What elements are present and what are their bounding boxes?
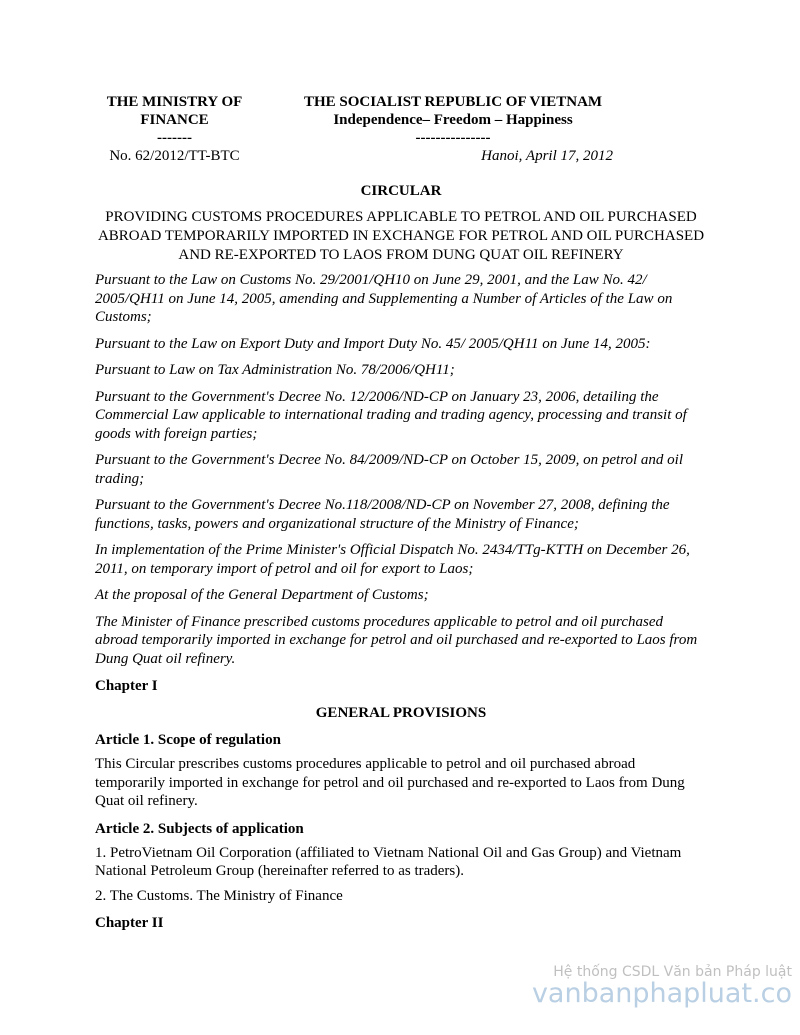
preamble-paragraph: At the proposal of the General Department of Customs; [95, 587, 429, 603]
chapter-heading: Chapter I [95, 678, 158, 694]
watermark-caption: Hệ thống CSDL Văn bản Pháp luật [553, 964, 792, 980]
article-heading: Article 2. Subjects of application [95, 820, 304, 837]
preamble-paragraph: Pursuant to the Government's Decree No.118/2008/ND-CP on November 27, 2008, defining the functions, tasks, powers and organizational structure of the Ministry of Finance; [95, 497, 670, 532]
article-item: 1. PetroVietnam Oil Corporation (affiliated to Vietnam National Oil and Gas Group) and Vietnam National Petroleum Group (hereinafter referred to as traders). [95, 844, 682, 879]
national-motto: Independence– Freedom – Happiness [333, 112, 573, 128]
national-rule: --------------- [415, 130, 491, 146]
article-item: 2. The Customs. The Ministry of Finance [95, 887, 343, 904]
preamble-paragraph: In implementation of the Prime Minister's Official Dispatch No. 2434/TTg-KTTH on December 26, 2011, on temporary import of petrol and oil for export to Laos; [95, 542, 690, 577]
preamble-paragraph: Pursuant to the Law on Export Duty and Import Duty No. 45/ 2005/QH11 on June 14, 2005: [95, 335, 651, 352]
preamble-paragraph: Pursuant to the Government's Decree No. 84/2009/ND-CP on October 15, 2009, on petrol and oil trading; [95, 452, 684, 487]
preamble-paragraph: Pursuant to Law on Tax Administration No. 78/2006/QH11; [95, 362, 455, 378]
issuer-block [87, 93, 262, 165]
article-heading: Article 1. Scope of regulation [95, 732, 281, 748]
preamble-paragraph: The Minister of Finance prescribed customs procedures applicable to petrol and oil purchased abroad temporarily imported in exchange for petrol and oil purchased and re-exported to Laos from Dung Quat oil refinery. [95, 613, 698, 667]
document-page [95, 93, 707, 932]
national-block [293, 93, 613, 165]
watermark-site: vanbanphapluat.co [531, 978, 792, 1009]
document-header [95, 93, 707, 165]
article-text: This Circular prescribes customs procedures applicable to petrol and oil purchased abroad temporarily imported in exchange for petrol and oil purchased and re-exported to Laos from Dung Quat oil refinery. [95, 756, 685, 809]
document-number: No. 62/2012/TT-BTC [109, 148, 240, 164]
chapter-heading: Chapter II [95, 915, 164, 931]
preamble-paragraph: Pursuant to the Law on Customs No. 29/2001/QH10 on June 29, 2001, and the Law No. 42/ 2005/QH11 on June 14, 2005, amending and Supplementing a Number of Articles of the Law on Customs; [95, 272, 673, 325]
issuer-rule: ------- [157, 130, 192, 146]
issuer-line-1: THE MINISTRY OF [106, 94, 243, 110]
preamble-paragraph: Pursuant to the Government's Decree No. 12/2006/ND-CP on January 23, 2006, detailing the Commercial Law applicable to international trading and trading agency, processing and transit of goods with foreign parties; [95, 388, 687, 442]
document-subtitle: PROVIDING CUSTOMS PROCEDURES APPLICABLE TO PETROL AND OIL PURCHASED ABROAD TEMPORARILY IMPORTED IN EXCHANGE FOR PETROL AND OIL PURCHASED AND RE-EXPORTED TO LAOS FROM DUNG QUAT OIL REFINERY [97, 209, 705, 263]
chapter-title: GENERAL PROVISIONS [315, 705, 487, 721]
issuer-line-2: FINANCE [140, 112, 209, 128]
national-title: THE SOCIALIST REPUBLIC OF VIETNAM [303, 94, 603, 110]
issue-date: Hanoi, April 17, 2012 [481, 148, 613, 164]
document-title: CIRCULAR [360, 183, 442, 199]
